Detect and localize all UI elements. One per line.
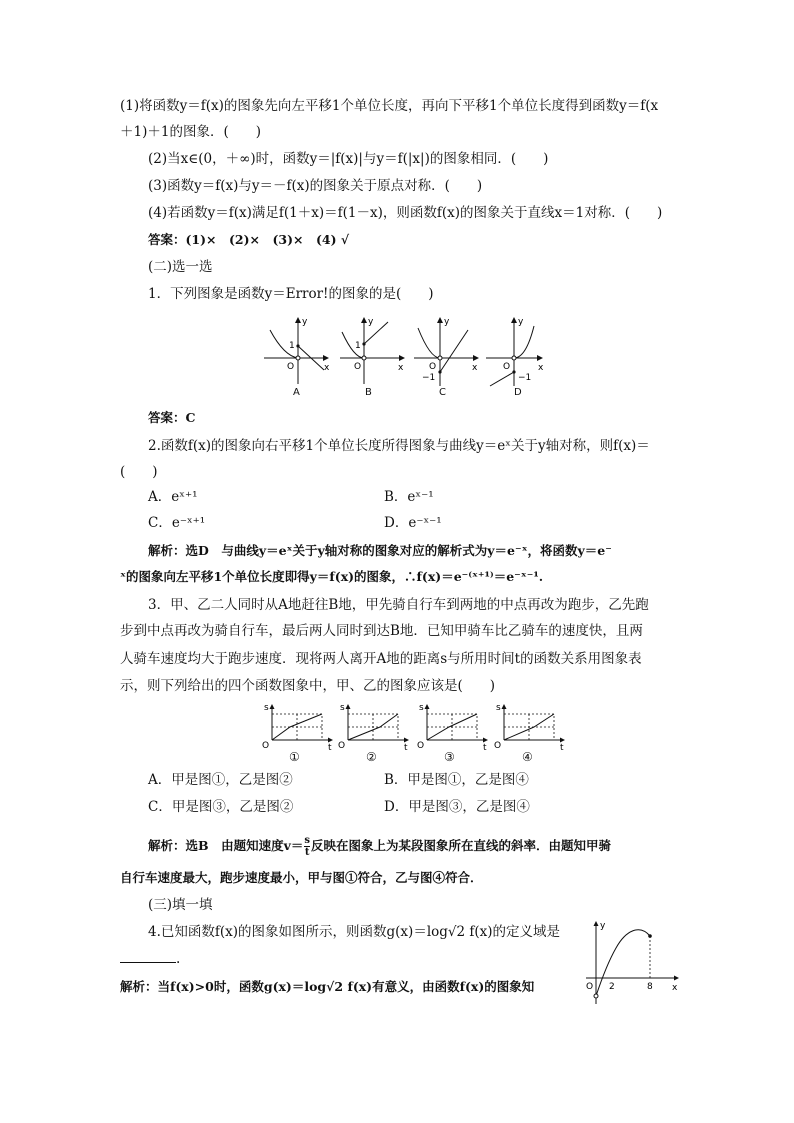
section-choose: (二)选一选 — [148, 259, 213, 275]
solution-3-rest: 反映在图象上为某段图象所在直线的斜率．由题知甲骑 — [310, 838, 611, 853]
caption-2: ② — [366, 750, 377, 764]
option-3d: D．甲是图③，乙是图④ — [384, 799, 530, 815]
graph-1-s: s — [264, 703, 269, 713]
graph-1-origin: O — [262, 741, 270, 751]
graph-c — [414, 317, 478, 386]
graph-b-one: 1 — [355, 341, 361, 351]
answer-blank[interactable] — [120, 950, 176, 963]
graph-3-s: s — [419, 703, 424, 713]
statement-4: (4)若函数y＝f(x)满足f(1＋x)＝f(1－x)，则函数f(x)的图象关于直线x＝1对称．( ) — [148, 205, 663, 221]
graph-a-origin: O — [287, 362, 295, 372]
graph-2-origin: O — [338, 741, 346, 751]
graph-a — [264, 317, 330, 384]
graph-c-x-label: x — [472, 363, 478, 373]
solution-3-prefix: 解析：选B 由题知速度v＝ — [148, 838, 304, 853]
graph-c-origin: O — [429, 362, 437, 372]
question-2-line-2: ( ) — [120, 464, 158, 480]
solution-4-line-1: 解析：当f(x)>0时，函数g(x)＝log√2 f(x)有意义，由函数f(x)的图象知 — [120, 979, 535, 994]
graph-d-x-label: x — [538, 363, 544, 373]
section-fill: (三)填一填 — [148, 897, 213, 913]
question-3-line-2: 步到中点再改为骑自行车，最后两人同时到达B地．已知甲骑车比乙骑车的速度快，且两 — [120, 623, 643, 639]
caption-b: B — [365, 387, 372, 398]
graph-d-y-label: y — [518, 317, 524, 327]
graph-4-t: t — [560, 743, 564, 753]
statement-1-line-2: ＋1)＋1的图象．( ) — [120, 124, 261, 140]
question-1-graphs — [262, 314, 542, 400]
fraction-numerator: s — [304, 835, 310, 846]
graph-c-neg-one: −1 — [422, 373, 436, 383]
fig4-tick-2: 2 — [609, 982, 615, 992]
graph-b — [340, 317, 404, 384]
fig4-tick-8: 8 — [647, 982, 653, 992]
graph-1-t: t — [328, 743, 332, 753]
graph-a-one: 1 — [289, 341, 295, 351]
question-4-line-2 — [120, 950, 180, 968]
statement-3: (3)函数y＝f(x)与y＝－f(x)的图象关于原点对称．( ) — [148, 178, 483, 194]
solution-3-line-1 — [148, 835, 611, 858]
fig4-origin: O — [586, 982, 594, 992]
question-3-line-1: 3．甲、乙二人同时从A地赶往B地，甲先骑自行车到两地的中点再改为跑步，乙先跑 — [148, 597, 649, 613]
graph-2-t: t — [404, 743, 408, 753]
caption-4: ④ — [522, 750, 533, 764]
answer-q1: 答案：C — [148, 410, 196, 425]
graph-a-y-label: y — [302, 317, 308, 327]
graph-4-s: s — [496, 703, 501, 713]
statement-2: (2)当x∈(0，＋∞)时，函数y＝|f(x)|与y＝f(|x|)的图象相同．( ) — [148, 151, 549, 167]
graph-b-x-label: x — [398, 363, 404, 373]
solution-2-line-1: 解析：选D 与曲线y＝eˣ关于y轴对称的图象对应的解析式为y＝e⁻ˣ，将函数y＝e⁻ — [148, 543, 612, 558]
caption-a: A — [293, 387, 300, 398]
graph-1 — [262, 703, 332, 753]
question-3-line-3: 人骑车速度均大于跑步速度．现将两人离开A地的距离s与所用时间t的函数关系用图象表 — [120, 651, 642, 667]
question-4-graph — [582, 918, 682, 1008]
question-2-line-1: 2.函数f(x)的图象向右平移1个单位长度所得图象与曲线y＝eˣ关于y轴对称，则f(x)＝ — [148, 438, 650, 454]
graph-d-origin: O — [503, 362, 511, 372]
fig4-y: y — [600, 921, 606, 931]
graph-c-y-label: y — [444, 317, 450, 327]
caption-c: C — [439, 387, 446, 398]
graph-b-origin: O — [354, 362, 362, 372]
question-4-line-1: 4.已知函数f(x)的图象如图所示，则函数g(x)＝log√2 f(x)的定义域是 — [148, 924, 561, 940]
option-2a: A．eˣ⁺¹ — [148, 489, 198, 505]
option-2c: C．e⁻ˣ⁺¹ — [148, 515, 206, 531]
question-3-line-4: 示，则下列给出的四个函数图象中，甲、乙的图象应该是( ) — [120, 678, 496, 694]
option-3a: A．甲是图①，乙是图② — [148, 772, 293, 788]
caption-1: ① — [289, 750, 300, 764]
graph-2 — [338, 703, 408, 753]
fig4-x: x — [672, 983, 678, 993]
graph-a-x-label: x — [324, 363, 330, 373]
caption-d: D — [514, 387, 522, 398]
fraction-denominator: t — [304, 847, 310, 858]
graph-3 — [417, 703, 487, 753]
graph-d-neg-one: −1 — [518, 373, 532, 383]
question-4-period: . — [176, 951, 181, 967]
graph-b-y-label: y — [368, 317, 374, 327]
graph-4 — [494, 703, 564, 753]
graph-3-t: t — [483, 743, 487, 753]
question-1: 1．下列图象是函数y＝Error!的图象的是( ) — [148, 286, 434, 302]
statement-1-line-1: (1)将函数y＝f(x)的图象先向左平移1个单位长度，再向下平移1个单位长度得到函数y＝f(x — [120, 98, 659, 114]
answer-1: 答案：(1)× (2)× (3)× (4) √ — [148, 232, 350, 247]
solution-3-line-2: 自行车速度最大，跑步速度最小，甲与图①符合，乙与图④符合． — [120, 870, 483, 885]
solution-2-line-2: ˣ的图象向左平移1个单位长度即得y＝f(x)的图象，∴f(x)＝e⁻⁽ˣ⁺¹⁾＝e⁻ˣ⁻¹. — [120, 569, 544, 584]
caption-3: ③ — [444, 750, 455, 764]
graph-4-origin: O — [494, 741, 502, 751]
option-2b: B．eˣ⁻¹ — [384, 489, 434, 505]
graph-2-s: s — [340, 703, 345, 713]
graph-3-origin: O — [417, 741, 425, 751]
fraction-s-over-t — [304, 835, 310, 858]
option-2d: D．e⁻ˣ⁻¹ — [384, 515, 442, 531]
option-3b: B．甲是图①，乙是图④ — [384, 772, 529, 788]
graph-d — [486, 317, 544, 386]
question-3-graphs — [262, 702, 562, 766]
option-3c: C．甲是图③，乙是图② — [148, 799, 294, 815]
